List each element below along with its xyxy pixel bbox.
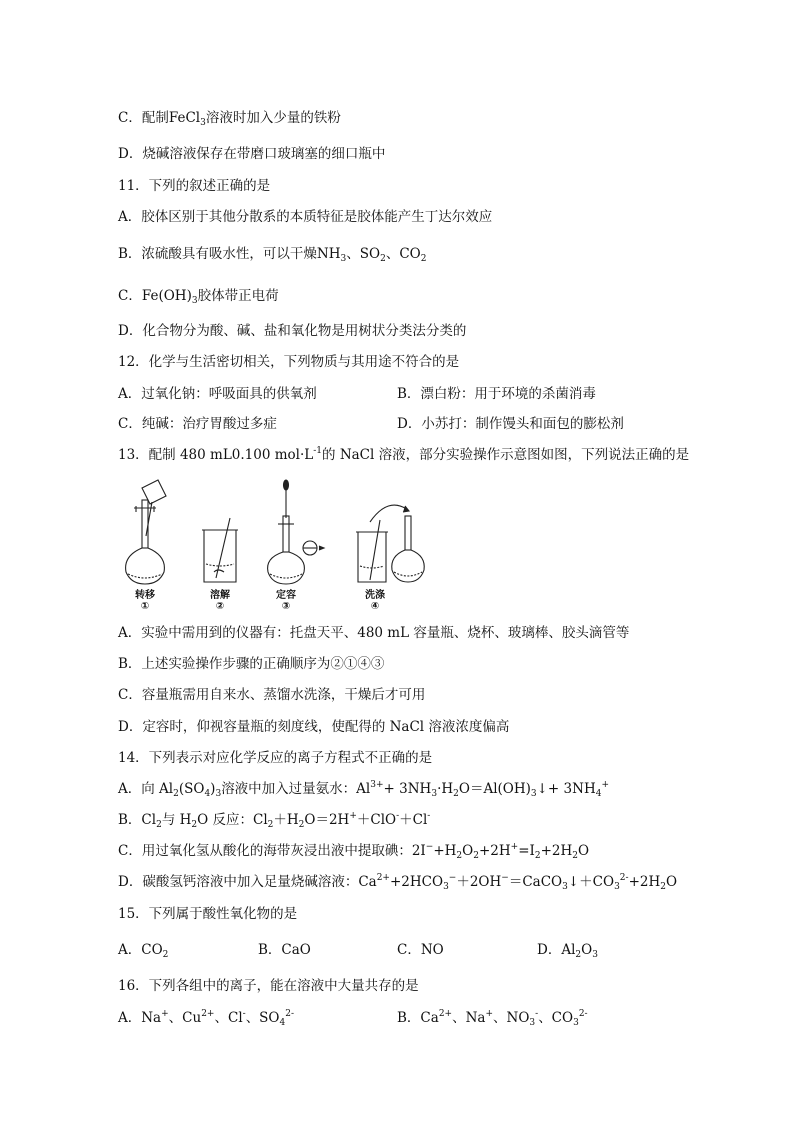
option-c-fecl3: C．配制FeCl$_3$溶液时加入少量的铁粉	[118, 110, 341, 128]
question-14-option-c: C．用过氧化氢从酸化的海带灰浸出液中提取碘：$2I^-+H_2O_2+2H^+=I_2+2H_2O$	[118, 842, 590, 861]
question-15: 15．下列属于酸性氧化物的是	[118, 906, 298, 922]
question-14-option-a: A．向 $Al_2(SO_4)_3$溶液中加入过量氨水：$Al^{3+}+$ $3NH_3\cdot H_2O=Al(OH)_3↓+ 3NH_4^+$	[118, 780, 609, 799]
question-14-option-b: B．$Cl_2$与 $H_2O$ 反应：$Cl_2+H_2O=2H^++ClO^-+Cl^-$	[118, 811, 431, 830]
question-13-option-c: C．容量瓶需用自来水、蒸馏水洗涤，干燥后才可用	[118, 687, 426, 703]
label-num-3: ③	[281, 601, 291, 612]
label-volume: 定容	[276, 590, 296, 601]
question-11-option-d: D．化合物分为酸、碱、盐和氧化物是用树状分类法分类的	[118, 323, 467, 339]
question-15-option-c: C．NO	[397, 942, 444, 958]
question-11-option-a: A．胶体区别于其他分散系的本质特征是胶体能产生丁达尔效应	[118, 209, 493, 225]
question-12: 12．化学与生活密切相关，下列物质与其用途不符合的是	[118, 354, 460, 370]
question-12-option-c: C．纯碱：治疗胃酸过多症	[118, 416, 277, 432]
question-13-option-d: D．定容时，仰视容量瓶的刻度线，使配得的 NaCl 溶液浓度偏高	[118, 719, 510, 735]
question-15-option-d: D．$Al_2O_3$	[537, 942, 598, 960]
question-13-option-a: A．实验中需用到的仪器有：托盘天平、480 mL 容量瓶、烧杯、玻璃棒、胶头滴管等	[118, 625, 630, 641]
question-12-option-d: D．小苏打：制作馒头和面包的膨松剂	[397, 416, 624, 432]
label-num-4: ④	[370, 601, 380, 612]
question-16-option-a: A．Na+、$Cu^{2+}$、Cl-、$SO_4^{2-}$	[118, 1009, 295, 1028]
volumetric-flask-transfer	[126, 480, 166, 584]
question-12-option-a: A．过氧化钠：呼吸面具的供氧剂	[118, 386, 317, 402]
question-15-option-b: B．CaO	[258, 942, 311, 958]
question-14: 14．下列表示对应化学反应的离子方程式不正确的是	[118, 750, 433, 766]
beaker-dissolve	[202, 518, 238, 582]
label-num-1: ①	[140, 601, 150, 612]
question-12-option-b: B．漂白粉：用于环境的杀菌消毒	[397, 386, 596, 402]
question-11: 11．下列的叙述正确的是	[118, 178, 271, 194]
question-15-option-a: A．$CO_2$	[118, 942, 169, 960]
question-16-option-b: B．$Ca^{2+}$、Na+、$NO_3^-$、$CO_3^{2-}$	[397, 1009, 588, 1028]
label-num-2: ②	[215, 601, 225, 612]
experiment-figure	[118, 478, 438, 612]
question-11-option-c: C．$Fe(OH)_3$胶体带正电荷	[118, 288, 279, 306]
label-dissolve: 溶解	[210, 590, 230, 601]
lab-apparatus-drawing	[118, 478, 438, 590]
label-wash: 洗涤	[365, 590, 385, 601]
option-d-naoh-storage: D．烧碱溶液保存在带磨口玻璃塞的细口瓶中	[118, 146, 386, 162]
beaker-and-flask-wash	[356, 505, 424, 582]
question-13-option-b: B．上述实验操作步骤的正确顺序为②①④③	[118, 656, 385, 672]
question-14-option-d: D．碳酸氢钙溶液中加入足量烧碱溶液：$Ca^{2+}+2HCO_3^-+2OH^-=CaCO_3↓+CO_3^{2-}+2H_2O$	[118, 873, 678, 892]
label-transfer: 转移	[135, 590, 155, 601]
question-13: 13．配制 480 mL0.100 $mol\cdot L^{-1}$的 NaCl 溶液，部分实验操作示意图如图，下列说法正确的是	[118, 446, 690, 463]
question-16: 16．下列各组中的离子，能在溶液中大量共存的是	[118, 978, 419, 994]
volumetric-flask-volume	[268, 480, 324, 584]
question-11-option-b: B．浓硫酸具有吸水性，可以干燥$NH_3$、$SO_2$、$CO_2$	[118, 246, 427, 264]
